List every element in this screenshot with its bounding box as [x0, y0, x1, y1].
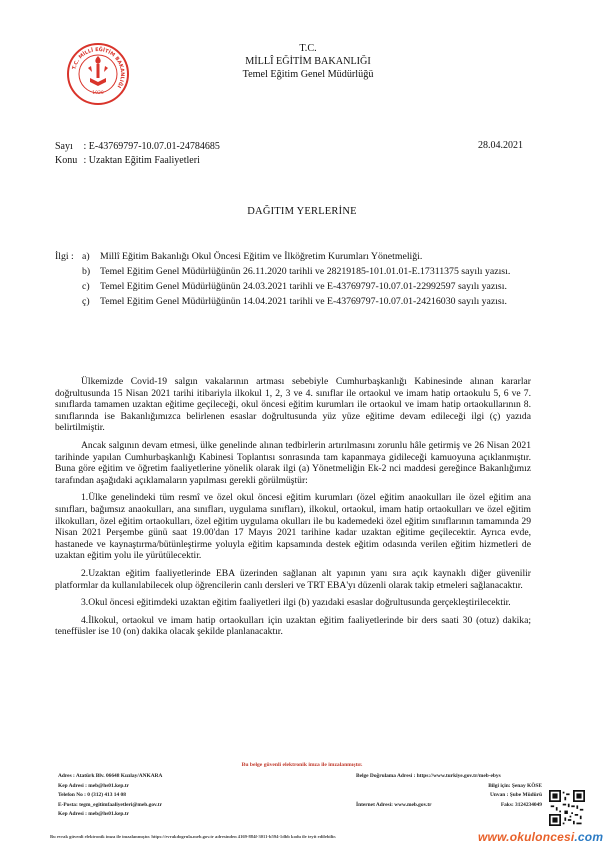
ref-sayi [55, 140, 220, 154]
footer-verify-address: Belge Doğrulama Adresi : https://www.turkiye.gov.tr/meb-ebys [356, 773, 501, 779]
konu-label: Konu [55, 155, 78, 166]
ilgi-item-c [82, 281, 530, 293]
footer-row [356, 772, 542, 782]
footer-kep: Kep Adresi : meb@hs01.kep.tr [58, 782, 129, 789]
footer-contact-left [58, 772, 298, 820]
ilgi-text: Temel Eğitim Genel Müdürlüğünün 24.03.2021 tarihli ve E-43769797-10.07.01-22992597 sayılı yazısı. [100, 281, 507, 292]
footer-website: İnternet Adresi: www.meb.gov.tr [356, 801, 432, 808]
ilgi-text: Temel Eğitim Genel Müdürlüğünün 26.11.2020 tarihli ve 28219185-101.01.01-E.17311375 sayılı yazısı. [100, 266, 511, 277]
letterhead-directorate: Temel Eğitim Genel Müdürlüğü [242, 69, 374, 80]
footer-phone: Telefon No : 0 (312) 413 14 08 [58, 792, 126, 799]
footer-title: Unvan : Şube Müdürü [490, 792, 542, 799]
seal-year: 1920 [92, 91, 104, 96]
document-date: 28.04.2021 [478, 140, 523, 151]
ilgi-letter: ç) [82, 296, 90, 307]
meb-seal-logo [66, 42, 130, 106]
body-paragraph: 2.Uzaktan eğitim faaliyetlerinde EBA üzerinden sağlanan alt yapının yanı sıra açık kaynaklı diğer güvenilir platformlar da kullanılabilecek olup öğrencilerin canlı dersleri ve TRT EBA'yı düzenli olarak takip etmeleri sağlanacaktır. [55, 567, 531, 591]
ilgi-item-b [82, 266, 530, 278]
sayi-label: Sayı [55, 141, 73, 152]
ilgi-list [82, 251, 530, 311]
ilgi-text: Millî Eğitim Bakanlığı Okul Öncesi Eğitim ve İlköğretim Kurumları Yönetmeliği. [100, 251, 423, 262]
footer-email: E-Posta: tegm_egitimfaaliyetleri@meb.gov.tr [58, 801, 162, 808]
site-watermark [478, 830, 603, 844]
ilgi-letter: b) [82, 266, 91, 277]
signature-note: Bu belge güvenli elektronik imza ile imzalanmıştır. [241, 762, 363, 768]
qr-code-icon [549, 790, 585, 826]
konu-value: : Uzaktan Eğitim Faaliyetleri [83, 155, 200, 166]
letterhead [196, 42, 420, 81]
ilgi-item-cc [82, 296, 530, 308]
body-paragraph: 1.Ülke genelindeki tüm resmî ve özel okul öncesi eğitim kurumları (özel eğitim anaokulları ile özel eğitim ana sınıfları, bağımsız anaokulları, ana sınıfları, uygulama sınıfları), ilkokul, ortaokul, imam hatip ortaokulları ve özel eğitim ilkokulları, özel eğitim ortaokulları, özel eğitim uygulama okulları ile bu kademedeki özel eğitim sınıflarının tamamında 29 Nisan 2021 Perşembe günü saat 19.00'dan 17 Mayıs 2021 tarihine kadar uzaktan eğitime geçilecektir. Ayrıca evde, hastanede ve kaynaştırma/bütünleştirme yoluyla eğitim kapsamında destek eğitim odasında verilen eğitim hizmetleri de uzaktan eğitim yolu ile yürütülecektir. [55, 492, 531, 562]
ilgi-letter: c) [82, 281, 90, 292]
body-paragraph: 3.Okul öncesi eğitimdeki uzaktan eğitim faaliyetleri ilgi (b) yazıdaki esaslar doğrultusunda gerçekleştirilecektir. [81, 597, 511, 609]
footer-address: Adres : Atatürk Blv. 06648 Kızılay/ANKARA [58, 773, 163, 779]
footer-kep-2: Kep Adresi : meb@hs01.kep.tr [58, 811, 129, 818]
letter-body [55, 376, 531, 644]
footer-row [356, 782, 542, 792]
body-paragraph: 4.İlkokul, ortaokul ve imam hatip ortaokulları için uzaktan eğitim faaliyetlerinde bir ders saati 30 (otuz) dakika; teneffüsler ise 10 (on) dakika olacak şekilde planlanacaktır. [55, 614, 531, 638]
ilgi-letter: a) [82, 251, 90, 262]
footer-contact-person: Bilgi için: Şenay KÖSE [488, 782, 542, 789]
watermark-tld: .com [574, 830, 604, 844]
footer-row [356, 801, 542, 811]
footer-fax: Faks: 3124234049 [500, 801, 542, 808]
body-paragraph: Ancak salgının devam etmesi, ülke genelinde alınan tedbirlerin artırılmasını zorunlu hâle getirmiş ve 26 Nisan 2021 tarihinde yapılan Cumhurbaşkanlığı Kabinesi Toplantısı sonrasında tam kapanmaya gidileceği kamuoyuna açıklanmıştır. Buna göre eğitim ve öğretim faaliyetlerine yönelik olarak ilgi (a) Yönetmeliğin Ek-2 nci maddesi gereğince Bakanlığımız tarafından aşağıdaki açıklamaların yapılması gerekli görülmüştür: [55, 439, 531, 486]
seal-ring-text: T.C. MİLLÎ EĞİTİM BAKANLIĞI [71, 46, 126, 89]
footer-row [356, 791, 542, 801]
footer-contact-right [356, 772, 542, 810]
ilgi-label: İlgi : [55, 251, 74, 262]
footer-verify-line: Bu evrak güvenli elektronik imza ile imzalanmıştır. https://evrakdogrula.meb.gov.tr adresinden 4169-884f-3011-b594-1dbb kodu ile teyit edilebilir. [50, 834, 337, 839]
ilgi-item-a [82, 251, 530, 263]
sayi-value: : E-43769797-10.07.01-24784685 [83, 141, 220, 152]
ilgi-text: Temel Eğitim Genel Müdürlüğünün 14.04.2021 tarihli ve E-43769797-10.07.01-24216030 sayılı yazısı. [100, 296, 507, 307]
distribution-heading: DAĞITIM YERLERİNE [247, 206, 357, 217]
ref-konu [55, 154, 200, 168]
watermark-site: okuloncesi [509, 830, 575, 844]
letterhead-line-tc: T.C. [299, 43, 317, 54]
body-paragraph: Ülkemizde Covid-19 salgın vakalarının artması sebebiyle Cumhurbaşkanlığı Kabinesinde alınan kararlar doğrultusunda 15 Nisan 2021 tarihi itibariyla ilkokul 1, 2, 3 ve 4. sınıflar ile ortaokul ve imam hatip ortaokulu 5, 6 ve 7. sınıflarda tamamen uzaktan eğitime geçileceği, okul öncesi eğitim kurumları ile ortaokul ve imam hatip ortaokullarının 8. sınıflarında ise Bakanlığımızca belirlenen esaslar doğrultusunda yüz yüze eğitime devam edileceği ilgi (ç) yazıda belirtilmiştir. [55, 376, 531, 434]
watermark-prefix: www. [478, 830, 510, 844]
letterhead-ministry: MİLLÎ EĞİTİM BAKANLIĞI [245, 56, 371, 67]
